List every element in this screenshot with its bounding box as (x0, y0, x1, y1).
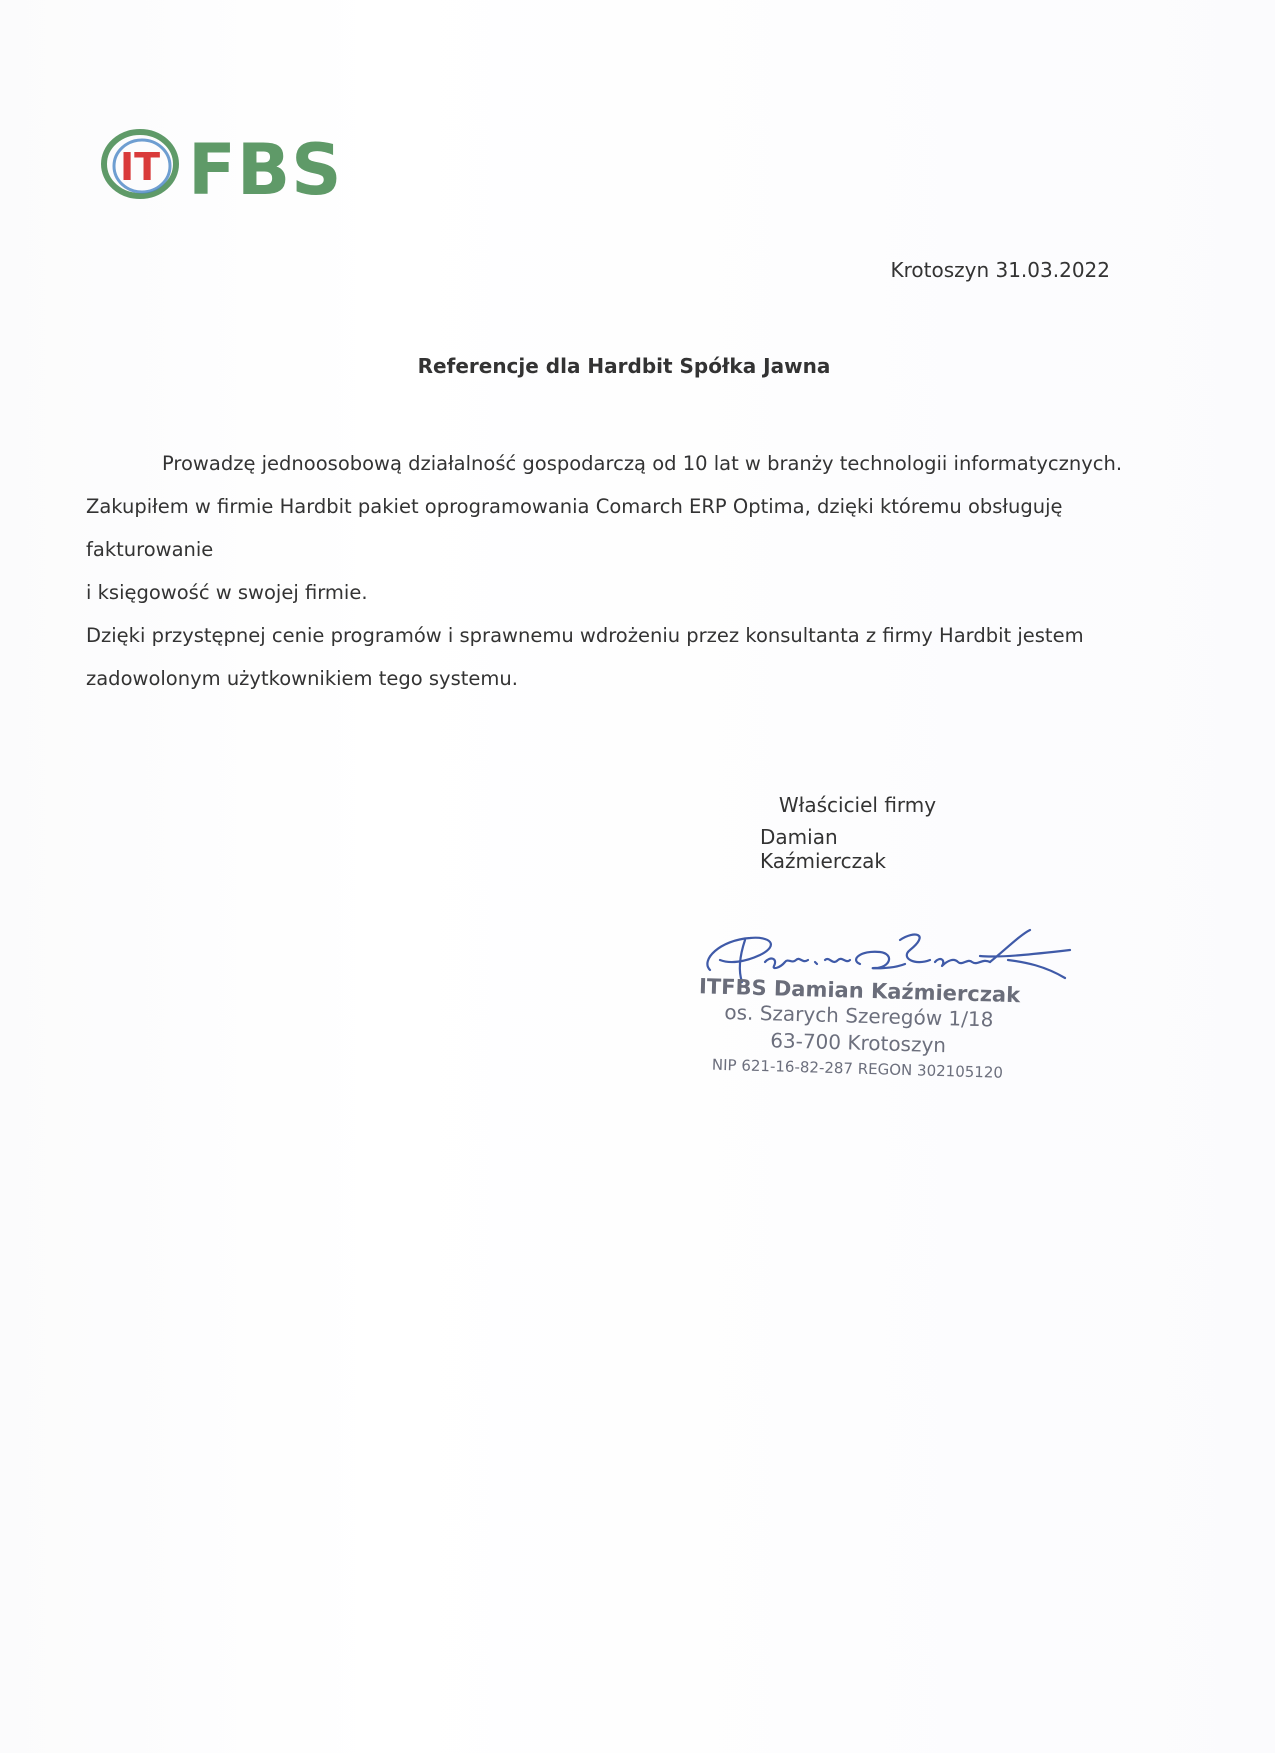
itfbs-logo-icon (100, 122, 196, 218)
owner-name: Damian Kaźmierczak (760, 825, 886, 873)
letter-date: Krotoszyn 31.03.2022 (890, 258, 1110, 282)
stamp-city: 63-700 Krotoszyn (769, 1028, 947, 1058)
logo-mark-text: IT (119, 145, 161, 189)
stamp-company: ITFBS Damian Kaźmierczak (698, 974, 1021, 1008)
company-stamp (687, 974, 1030, 1085)
body-line: Dzięki przystępnej cenie programów i sprawnemu wdrożeniu przez konsultanta z firmy Hardbit jestem (86, 624, 1084, 647)
stamp-ids: NIP 621-16-82-287 REGON 302105120 (711, 1055, 1004, 1082)
body-line: Zakupiłem w firmie Hardbit pakiet oprogramowania Comarch ERP Optima, dzięki któremu obsługuję fakturowanie (86, 495, 1063, 561)
letter-body (86, 442, 1186, 700)
company-logo (100, 122, 343, 218)
stamp-street: os. Szarych Szeregów 1/18 (724, 999, 994, 1032)
body-line: Prowadzę jednoosobową działalność gospodarczą od 10 lat w branży technologii informatycznych. (162, 452, 1123, 475)
body-line: i księgowość w swojej firmie. (86, 581, 368, 604)
body-line: zadowolonym użytkownikiem tego systemu. (86, 667, 518, 690)
logo-text: FBS (188, 129, 343, 211)
letter-title: Referencje dla Hardbit Spółka Jawna (417, 354, 831, 378)
owner-role: Właściciel firmy (778, 793, 937, 817)
